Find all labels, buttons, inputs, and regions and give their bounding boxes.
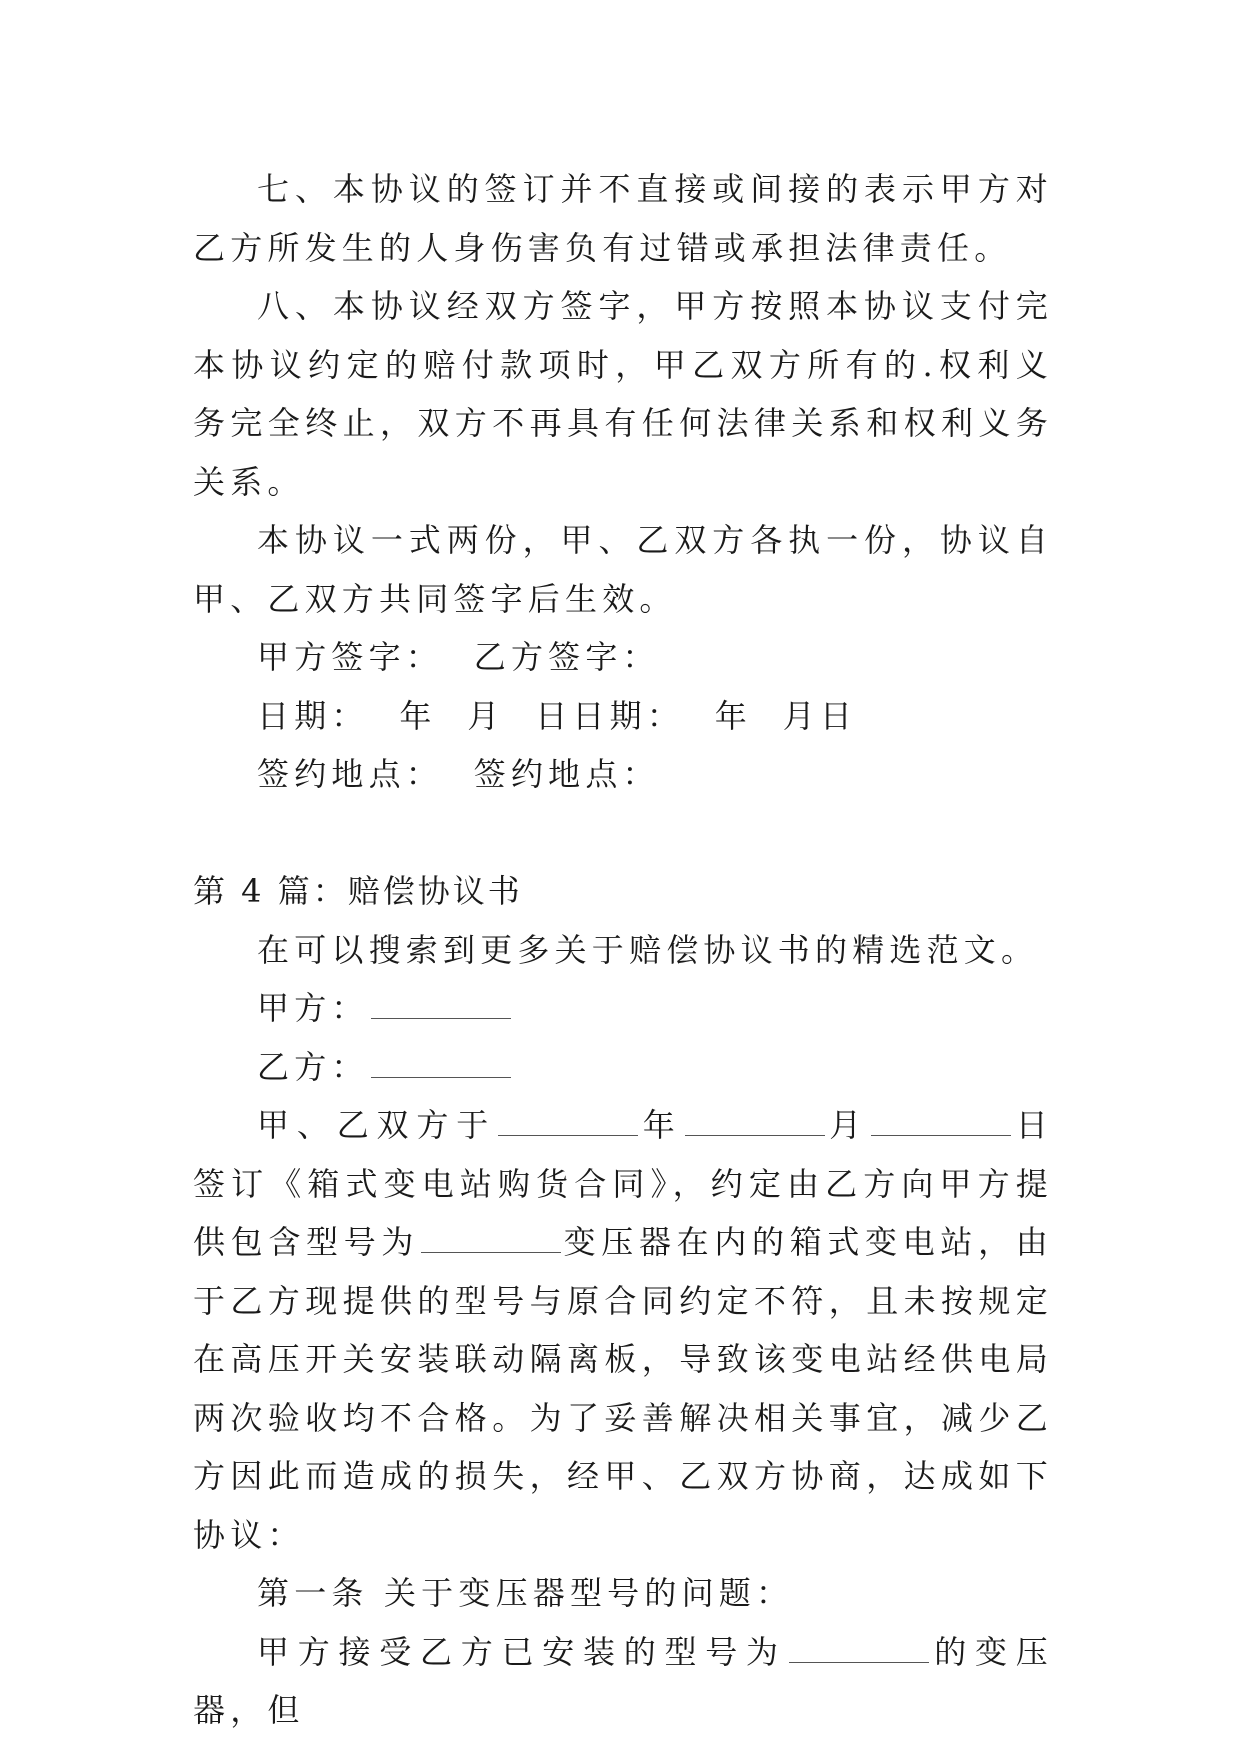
signature-line: 甲方签字： 乙方签字： bbox=[257, 638, 660, 676]
contract-paragraph bbox=[193, 1096, 1053, 1564]
year-blank bbox=[498, 1134, 638, 1136]
month-blank bbox=[685, 1134, 825, 1136]
place-line: 签约地点： 签约地点： bbox=[257, 755, 660, 793]
transformer-model-blank bbox=[789, 1661, 929, 1663]
party-b-blank bbox=[371, 1076, 511, 1078]
contract-text-2: 年 bbox=[640, 1106, 683, 1144]
document-body bbox=[193, 160, 1053, 1740]
day-blank bbox=[871, 1134, 1011, 1136]
party-a-blank bbox=[371, 1017, 511, 1019]
article-1-text-2: 的变压器，但 bbox=[193, 1632, 1053, 1729]
copies-paragraph: 本协议一式两份，甲、乙双方各执一份，协议自甲、乙双方共同签字后生效。 bbox=[193, 521, 1053, 618]
section-spacer bbox=[193, 804, 1053, 863]
article-1-text-1: 甲方接受乙方已安装的型号为 bbox=[257, 1632, 787, 1671]
contract-text-3: 月 bbox=[826, 1106, 870, 1144]
model-blank bbox=[421, 1251, 561, 1253]
article-1-title: 第一条 关于变压器型号的问题： bbox=[257, 1574, 794, 1612]
party-b-line bbox=[193, 1038, 1053, 1097]
date-line: 日期： 年 月 日日期： 年 月日 bbox=[257, 696, 858, 735]
section-4-heading: 第 4 篇：赔偿协议书 bbox=[193, 872, 523, 910]
contract-text-5: 变压器在内的箱式变电站，由于乙方现提供的型号与原合同约定不符，且未按规定在高压开关安装联动隔离板，导致该变电站经供电局两次验收均不合格。为了妥善解决相关事宜，减少乙方因此而造成的损失，经甲、乙双方协商，达成如下协议： bbox=[193, 1223, 1053, 1554]
clause-7-paragraph: 七、本协议的签订并不直接或间接的表示甲方对乙方所发生的人身伤害负有过错或承担法律责任。 bbox=[193, 170, 1053, 267]
party-a-label: 甲方： bbox=[257, 989, 369, 1027]
clause-8-paragraph: 八、本协议经双方签字，甲方按照本协议支付完本协议约定的赔付款项时，甲乙双方所有的.权利义务完全终止，双方不再具有任何法律关系和权利义务关系。 bbox=[193, 287, 1053, 501]
contract-text-4: 日签订《箱式变电站购货合同》，约定由乙方向甲方提供包含型号为 bbox=[193, 1106, 1054, 1261]
section-4-intro: 在可以搜索到更多关于赔偿协议书的精选范文。 bbox=[257, 930, 1039, 969]
contract-text-1: 甲、乙双方于 bbox=[257, 1106, 497, 1144]
party-a-line bbox=[193, 979, 1053, 1038]
article-1-body bbox=[193, 1623, 1053, 1740]
party-b-label: 乙方： bbox=[257, 1047, 369, 1086]
